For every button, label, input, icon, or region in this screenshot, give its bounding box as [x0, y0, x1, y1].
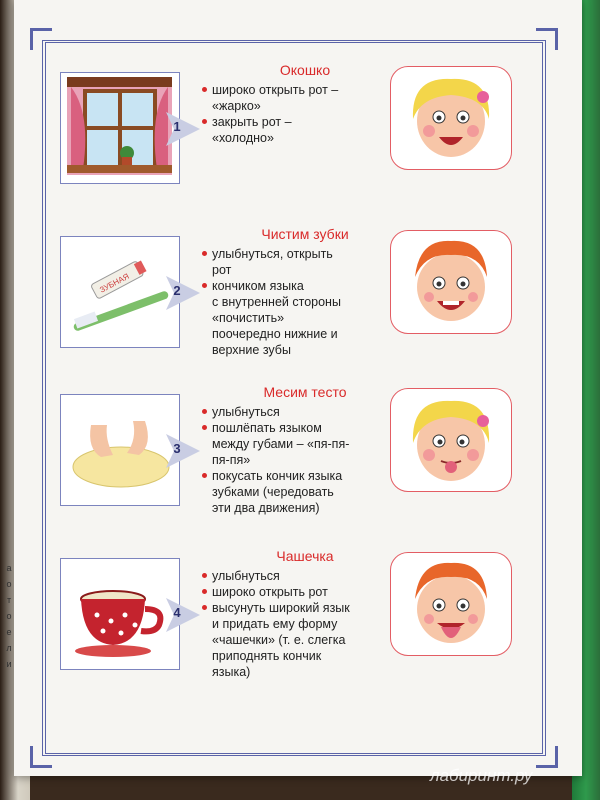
frame-corner-ornament [536, 28, 558, 50]
girl-face-icon [390, 66, 512, 170]
step-text: рот [212, 263, 232, 277]
exercise-number: 3 [173, 441, 181, 456]
exercise-2 [60, 226, 530, 376]
margin-letter: е [6, 627, 12, 637]
step-text: улыбнуться [202, 568, 412, 584]
step-arrow-icon [166, 112, 200, 146]
exercise-1 [60, 62, 530, 212]
cup-icon [60, 558, 180, 670]
step-text: «чашечки» (т. е. слегка [212, 633, 346, 647]
step-text: приподнять кончик [212, 649, 322, 663]
tube-label: ЗУБНАЯ [98, 271, 131, 295]
step-text: поочередно нижние и [212, 327, 338, 341]
step-text: пошлёпать языком [202, 420, 412, 436]
step-text: и придать ему форму [212, 617, 338, 631]
exercise-steps [202, 246, 412, 358]
step-arrow-icon [166, 434, 200, 468]
exercise-4 [60, 548, 530, 698]
girl-face-tongue-icon [390, 388, 512, 492]
step-text: пя-пя» [212, 453, 251, 467]
watermark-text: лабиринт.ру [430, 766, 533, 785]
frame-corner-ornament [536, 746, 558, 768]
exercise-title: Чашечка [276, 548, 334, 564]
exercise-number: 1 [173, 119, 181, 134]
step-text: верхние зубы [212, 343, 291, 357]
exercise-3 [60, 384, 530, 534]
step-text: языка) [212, 665, 251, 679]
step-text: улыбнуться [202, 404, 412, 420]
step-arrow-icon [166, 276, 200, 310]
margin-letter: о [6, 579, 12, 589]
dough-icon [60, 394, 180, 506]
window-icon [60, 72, 180, 184]
step-text: широко открыть рот [202, 584, 412, 600]
frame-corner-ornament [30, 28, 52, 50]
exercise-steps [202, 82, 412, 146]
exercise-steps [202, 404, 412, 516]
exercise-number: 4 [173, 605, 181, 620]
margin-letter: а [6, 563, 12, 573]
step-text: между губами – «пя-пя- [212, 437, 350, 451]
step-arrow-icon [166, 598, 200, 632]
boy-face-tongue-icon [390, 552, 512, 656]
step-text: «жарко» [212, 99, 261, 113]
step-text: «почистить» [212, 311, 285, 325]
exercise-steps [202, 568, 412, 680]
step-text: широко открыть рот – [202, 82, 412, 98]
margin-letter: о [6, 611, 12, 621]
step-text: с внутренней стороны [212, 295, 341, 309]
margin-letter: л [6, 643, 12, 653]
step-text: высунуть широкий язык [202, 600, 412, 616]
step-text: закрыть рот – [202, 114, 412, 130]
boy-face-icon [390, 230, 512, 334]
margin-letter: т [6, 595, 12, 605]
step-text: покусать кончик языка [202, 468, 412, 484]
exercise-title: Месим тесто [263, 384, 347, 400]
frame-corner-ornament [30, 746, 52, 768]
exercise-number: 2 [173, 283, 181, 298]
step-text: зубками (чередовать [212, 485, 334, 499]
toothbrush-icon [60, 236, 180, 348]
exercise-title: Окошко [279, 62, 331, 78]
step-text: кончиком языка [202, 278, 412, 294]
exercise-title: Чистим зубки [261, 226, 349, 242]
margin-letter: и [6, 659, 12, 669]
step-text: «холодно» [212, 131, 274, 145]
step-text: эти два движения) [212, 501, 320, 515]
step-text: улыбнуться, открыть [202, 246, 412, 262]
